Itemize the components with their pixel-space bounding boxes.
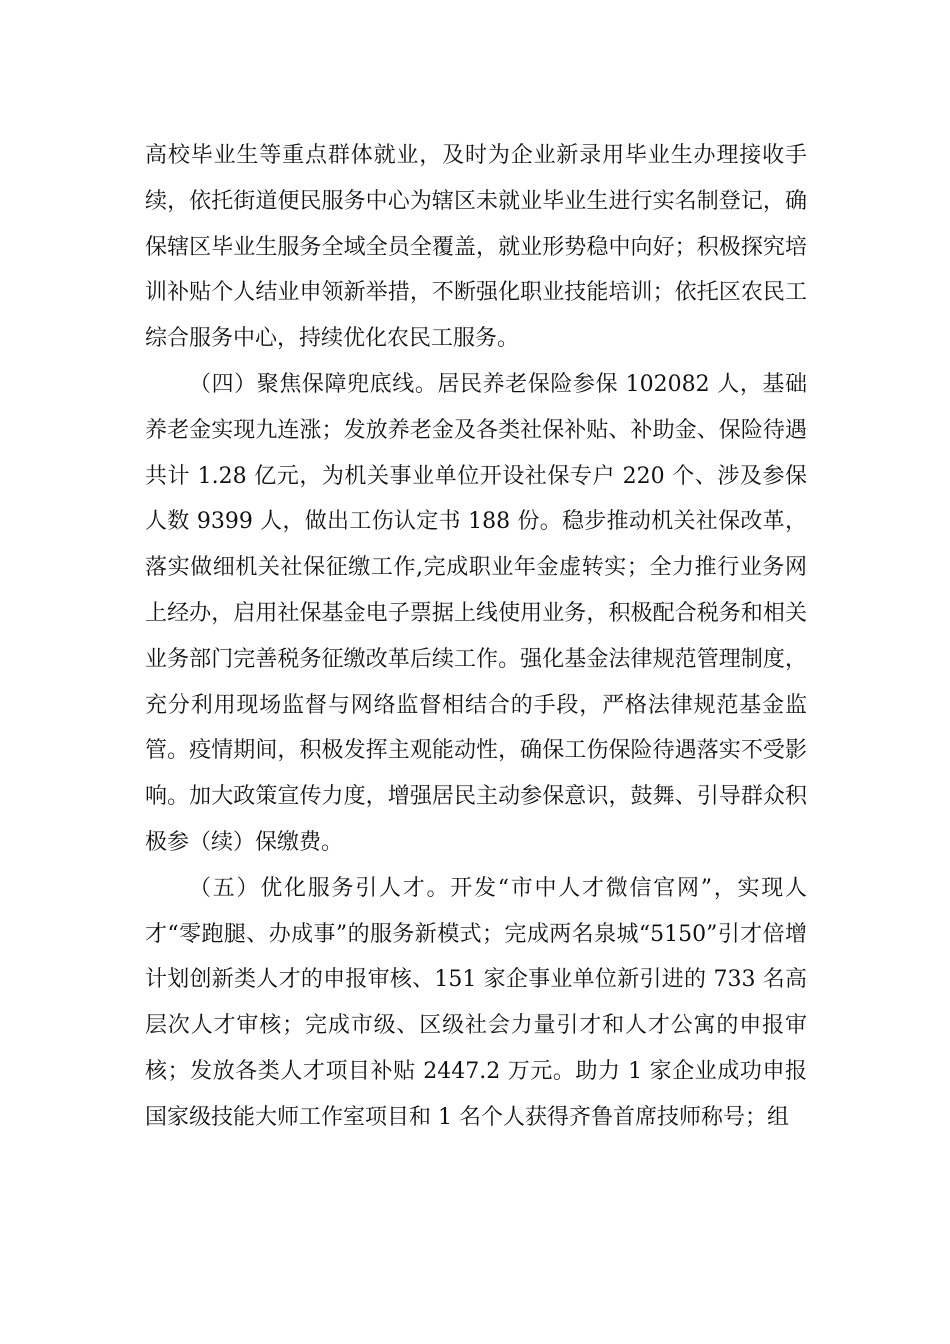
document-body [145,133,807,1141]
paragraph-employment-continued: 高校毕业生等重点群体就业，及时为企业新录用毕业生办理接收手续，依托街道便民服务中心为辖区未就业毕业生进行实名制登记，确保辖区毕业生服务全域全员全覆盖，就业形势稳中向好；积极探究培训补贴个人结业申领新举措，不断强化职业技能培训；依托区农民工综合服务中心，持续优化农民工服务。 [145,143,807,352]
paragraph-talent-services: （五）优化服务引人才。开发“市中人才微信官网”，实现人才“零跑腿、办成事”的服务新模式；完成两名泉城“5150”引才倍增计划创新类人才的申报审核、151 家企事业单位新引进的 733 名高层次人才审核；完成市级、区级社会力量引才和人才公寓的申报审核；发放各类人才项目补贴 2447.2 万元。助力 1 家企业成功申报国家级技能大师工作室项目和 1 名个人获得齐鲁首席技师称号；组 [145,875,807,1130]
paragraph-social-security: （四）聚焦保障兜底线。居民养老保险参保 102082 人，基础养老金实现九连涨；发放养老金及各类社保补贴、补助金、保险待遇共计 1.28 亿元，为机关事业单位开设社保专户 220 个、涉及参保人数 9399 人，做出工伤认定书 188 份。稳步推动机关社保改革，落实做细机关社保征缴工作,完成职业年金虚转实；全力推行业务网上经办，启用社保基金电子票据上线使用业务，积极配合税务和相关业务部门完善税务征缴改革后续工作。强化基金法律规范管理制度，充分利用现场监督与网络监督相结合的手段，严格法律规范基金监管。疫情期间，积极发挥主观能动性，确保工伤保险待遇落实不受影响。加大政策宣传力度，增强居民主动参保意识，鼓舞、引导群众积极参（续）保缴费。 [145,371,807,855]
